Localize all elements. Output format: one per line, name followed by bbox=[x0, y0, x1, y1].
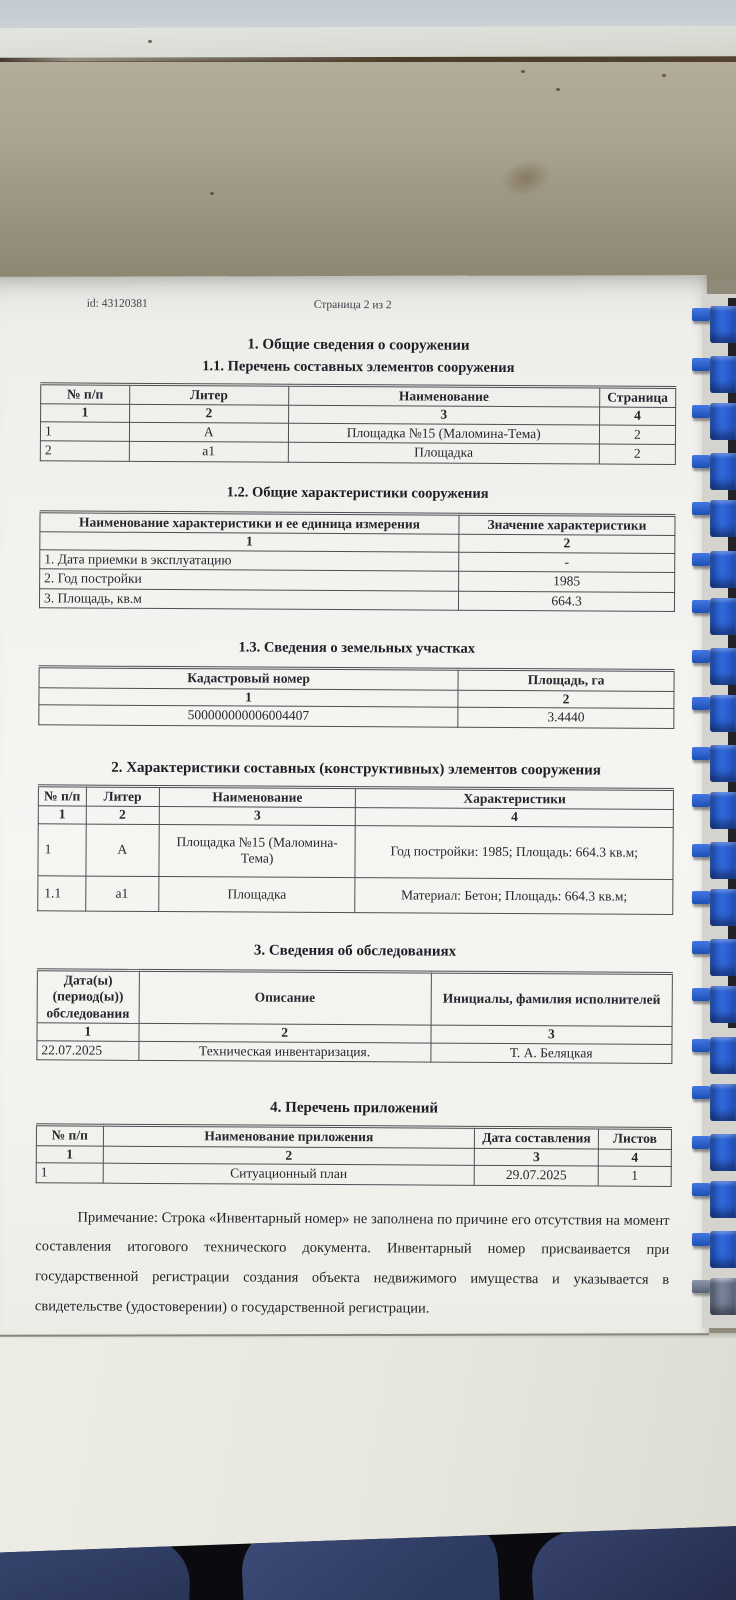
paper-sheet bbox=[0, 275, 709, 1336]
surface-speck bbox=[210, 192, 214, 195]
table-cell: 2 bbox=[40, 441, 129, 461]
binding-loop bbox=[690, 1278, 736, 1316]
binding-loop bbox=[690, 986, 736, 1024]
table-cell: 3 bbox=[431, 1025, 672, 1044]
column-header-cell: Наименование приложения bbox=[103, 1125, 475, 1148]
binding-loop-tab bbox=[692, 844, 710, 857]
section-title-1-2: 1.2. Общие характеристики сооружения bbox=[226, 484, 489, 502]
table-row bbox=[39, 705, 674, 728]
column-header-cell: Инициалы, фамилия исполнителей bbox=[431, 972, 673, 1027]
table-general-characteristics bbox=[39, 510, 676, 612]
binding-loop bbox=[690, 1231, 736, 1269]
column-header-cell: Литер bbox=[130, 384, 289, 405]
document-header bbox=[0, 297, 707, 321]
column-header-cell: Наименование характеристики и ее единица измерения bbox=[40, 512, 459, 535]
binding-loop-tab bbox=[692, 502, 710, 515]
table-cell: А bbox=[86, 824, 159, 876]
table-cell: 4 bbox=[598, 1149, 671, 1167]
table-inspections bbox=[36, 968, 673, 1064]
table-header-row bbox=[37, 970, 672, 1027]
binding-loop-bar bbox=[710, 939, 736, 976]
table-cell: 1. Дата приемки в эксплуатацию bbox=[40, 550, 459, 572]
section-title-1-3: 1.3. Сведения о земельных участках bbox=[238, 639, 476, 658]
table-cell: 3 bbox=[474, 1148, 598, 1166]
binding-loop bbox=[690, 551, 736, 589]
binding-loop-tab bbox=[692, 308, 710, 321]
binding-loop bbox=[690, 745, 736, 783]
binding-loop bbox=[690, 1037, 736, 1075]
comb-binding bbox=[690, 306, 736, 1336]
column-header-cell: Площадь, га bbox=[458, 669, 674, 691]
page-indicator: Страница 2 из 2 bbox=[313, 298, 392, 312]
column-header-cell: Листов bbox=[598, 1128, 671, 1149]
table-land-parcels bbox=[38, 666, 674, 729]
binding-loop-bar bbox=[710, 1231, 736, 1268]
table-row bbox=[39, 589, 674, 612]
binding-loop-bar bbox=[710, 648, 736, 685]
binding-loop bbox=[690, 1084, 736, 1122]
table-cell: Материал: Бетон; Площадь: 664.3 кв.м; bbox=[355, 877, 673, 914]
column-header-cell: Страница bbox=[599, 387, 675, 408]
table-cell: 664.3 bbox=[459, 591, 675, 612]
column-header-cell: Значение характеристики bbox=[459, 514, 675, 536]
binding-loop-tab bbox=[692, 650, 710, 663]
binding-loop-tab bbox=[692, 794, 710, 807]
column-header-cell: Характеристики bbox=[356, 787, 674, 809]
binding-loop bbox=[690, 648, 736, 686]
table-cell: 1.1 bbox=[38, 875, 86, 911]
table-cell: 3. Площадь, кв.м bbox=[39, 589, 458, 611]
table-surface-top bbox=[0, 62, 736, 280]
column-header-cell: Дата составления bbox=[475, 1128, 599, 1149]
binding-loop bbox=[690, 453, 736, 491]
binding-loop bbox=[690, 1134, 736, 1172]
table-structural-elements bbox=[37, 784, 674, 915]
table-cell: А bbox=[129, 422, 288, 442]
table-cell: Площадка bbox=[288, 443, 599, 464]
binding-loop bbox=[690, 306, 736, 344]
table-cell: 1 bbox=[36, 1163, 103, 1183]
binding-loop-tab bbox=[692, 553, 710, 566]
table-cell: 2 bbox=[458, 690, 674, 709]
table-row bbox=[38, 823, 673, 879]
table-cell: 1 bbox=[37, 1023, 139, 1041]
table-cell: 1 bbox=[40, 422, 129, 442]
binding-loop-tab bbox=[692, 600, 710, 613]
table-cell: 2 bbox=[599, 444, 675, 464]
surface-stain bbox=[496, 153, 557, 203]
table-cell: 2 bbox=[459, 535, 675, 554]
surface-speck bbox=[662, 74, 666, 77]
table-cell: 4 bbox=[356, 808, 674, 827]
binding-loop-tab bbox=[692, 1183, 710, 1196]
binding-loop-bar bbox=[710, 1084, 736, 1121]
table-cell: 1985 bbox=[459, 572, 675, 593]
binding-loop-bar bbox=[710, 598, 736, 635]
section-title-4: 4. Перечень приложений bbox=[270, 1099, 439, 1117]
table-row bbox=[36, 1163, 671, 1186]
binding-loop bbox=[690, 500, 736, 538]
binding-loop-bar bbox=[710, 986, 736, 1023]
document-id: id: 43120381 bbox=[86, 297, 148, 310]
table-cell: 1 bbox=[39, 687, 458, 707]
binding-loop-tab bbox=[692, 697, 710, 710]
binding-loop bbox=[690, 598, 736, 636]
section-title-1-1: 1.1. Перечень составных элементов сооружения bbox=[202, 358, 515, 377]
surface-speck bbox=[556, 88, 560, 91]
table-cell: 2. Год постройки bbox=[40, 569, 459, 591]
table-attachments bbox=[36, 1124, 672, 1187]
binding-loop-tab bbox=[692, 1280, 710, 1293]
surface-speck bbox=[521, 70, 525, 73]
binding-loop-bar bbox=[710, 1134, 736, 1171]
binding-loop-tab bbox=[692, 747, 710, 760]
binding-loop bbox=[690, 842, 736, 880]
table-cell: 1 bbox=[38, 823, 86, 875]
binding-loop bbox=[690, 695, 736, 733]
section-title-2: 2. Характеристики составных (конструктивных) элементов сооружения bbox=[111, 759, 601, 779]
binding-loop-tab bbox=[692, 1039, 710, 1052]
binding-loop-bar bbox=[710, 403, 736, 440]
column-header-cell: № п/п bbox=[36, 1125, 103, 1146]
binding-loop-tab bbox=[692, 1086, 710, 1099]
column-header-cell: Кадастровый номер bbox=[39, 667, 458, 690]
binding-loop bbox=[690, 792, 736, 830]
column-header-cell: Наименование bbox=[159, 786, 356, 808]
binding-loop bbox=[690, 403, 736, 441]
table-cell: 3 bbox=[288, 406, 599, 425]
binding-loop-bar bbox=[710, 745, 736, 782]
binding-loop-bar bbox=[710, 306, 736, 343]
table-row bbox=[38, 875, 673, 914]
binding-loop-bar bbox=[710, 551, 736, 588]
table-cell: 2 bbox=[599, 425, 675, 445]
table-cell: 2 bbox=[139, 1024, 431, 1043]
binding-loop-bar bbox=[710, 453, 736, 490]
binding-loop-bar bbox=[710, 842, 736, 879]
table-cell: Год постройки: 1985; Площадь: 664.3 кв.м; bbox=[355, 825, 673, 879]
note-paragraph: Примечание: Строка «Инвентарный номер» не заполнена по причине его отсутствия на момент составления итогового технического документа. Инвентарный номер присваивается при государственной регистрации создания объекта недвижимого имущества и указывается в свидетельстве (удостоверении) о государственной регистрации. bbox=[34, 1209, 670, 1317]
table-row bbox=[40, 441, 675, 464]
binding-loop-tab bbox=[692, 988, 710, 1001]
table-cell: а1 bbox=[129, 442, 288, 462]
table-cell: Т. А. Беляцкая bbox=[431, 1043, 672, 1064]
table-cell: 1 bbox=[36, 1146, 103, 1164]
table-cell: Площадка №15 (Маломина-Тема) bbox=[159, 824, 356, 877]
binding-loop-tab bbox=[692, 455, 710, 468]
table-cell: 1 bbox=[41, 404, 130, 422]
table-row bbox=[37, 1041, 672, 1064]
section-title-1: 1. Общие сведения о сооружении bbox=[247, 336, 470, 354]
binding-loop-bar bbox=[710, 500, 736, 537]
surface-speck bbox=[148, 40, 152, 43]
table-cell: 500000000006004407 bbox=[39, 705, 458, 727]
table-cell: 1 bbox=[40, 532, 459, 552]
table-cell: 29.07.2025 bbox=[474, 1166, 598, 1186]
table-cell: 2 bbox=[103, 1146, 475, 1166]
table-cell: Площадка №15 (Маломина-Тема) bbox=[288, 423, 599, 444]
table-cell: 3.4440 bbox=[458, 707, 674, 728]
table-cell: Ситуационный план bbox=[103, 1163, 475, 1185]
column-header-cell: Наименование bbox=[288, 385, 599, 407]
table-cell: а1 bbox=[85, 876, 158, 912]
binding-loop-bar bbox=[710, 792, 736, 829]
binding-loop-tab bbox=[692, 941, 710, 954]
binding-loop-bar bbox=[710, 1037, 736, 1074]
binding-loop-tab bbox=[692, 1136, 710, 1149]
binding-loop-bar bbox=[710, 1278, 736, 1315]
table-cell: 2 bbox=[129, 405, 288, 423]
binding-loop-tab bbox=[692, 405, 710, 418]
document-content bbox=[0, 275, 707, 1340]
column-header-cell: Дата(ы) (период(ы)) обследования bbox=[37, 970, 139, 1024]
section-title-3: 3. Сведения об обследованиях bbox=[253, 942, 457, 960]
table-cell: 4 bbox=[599, 407, 675, 425]
column-header-cell: Литер bbox=[86, 786, 159, 807]
binding-loop-bar bbox=[710, 356, 736, 393]
binding-loop-tab bbox=[692, 1233, 710, 1246]
table-cell: - bbox=[459, 552, 675, 573]
binding-loop bbox=[690, 889, 736, 927]
binding-loop bbox=[690, 1181, 736, 1219]
table-cell: Площадка bbox=[158, 876, 355, 913]
column-header-cell: Описание bbox=[139, 970, 431, 1025]
binding-loop-bar bbox=[710, 1181, 736, 1218]
table-cell: 3 bbox=[159, 807, 356, 826]
binding-loop-bar bbox=[710, 889, 736, 926]
column-header-cell: № п/п bbox=[38, 785, 86, 806]
table-cell: 22.07.2025 bbox=[37, 1041, 139, 1061]
column-header-cell: № п/п bbox=[41, 384, 130, 405]
table-cell: 1 bbox=[38, 806, 86, 824]
table-cell: 2 bbox=[86, 806, 159, 824]
table-cell: 1 bbox=[598, 1166, 671, 1186]
binding-loop-bar bbox=[710, 695, 736, 732]
table-cell: Техническая инвентаризация. bbox=[138, 1041, 430, 1062]
binding-loop bbox=[690, 356, 736, 394]
binding-loop bbox=[690, 939, 736, 977]
table-component-elements bbox=[40, 382, 676, 465]
binding-loop-tab bbox=[692, 358, 710, 371]
binding-loop-tab bbox=[692, 891, 710, 904]
